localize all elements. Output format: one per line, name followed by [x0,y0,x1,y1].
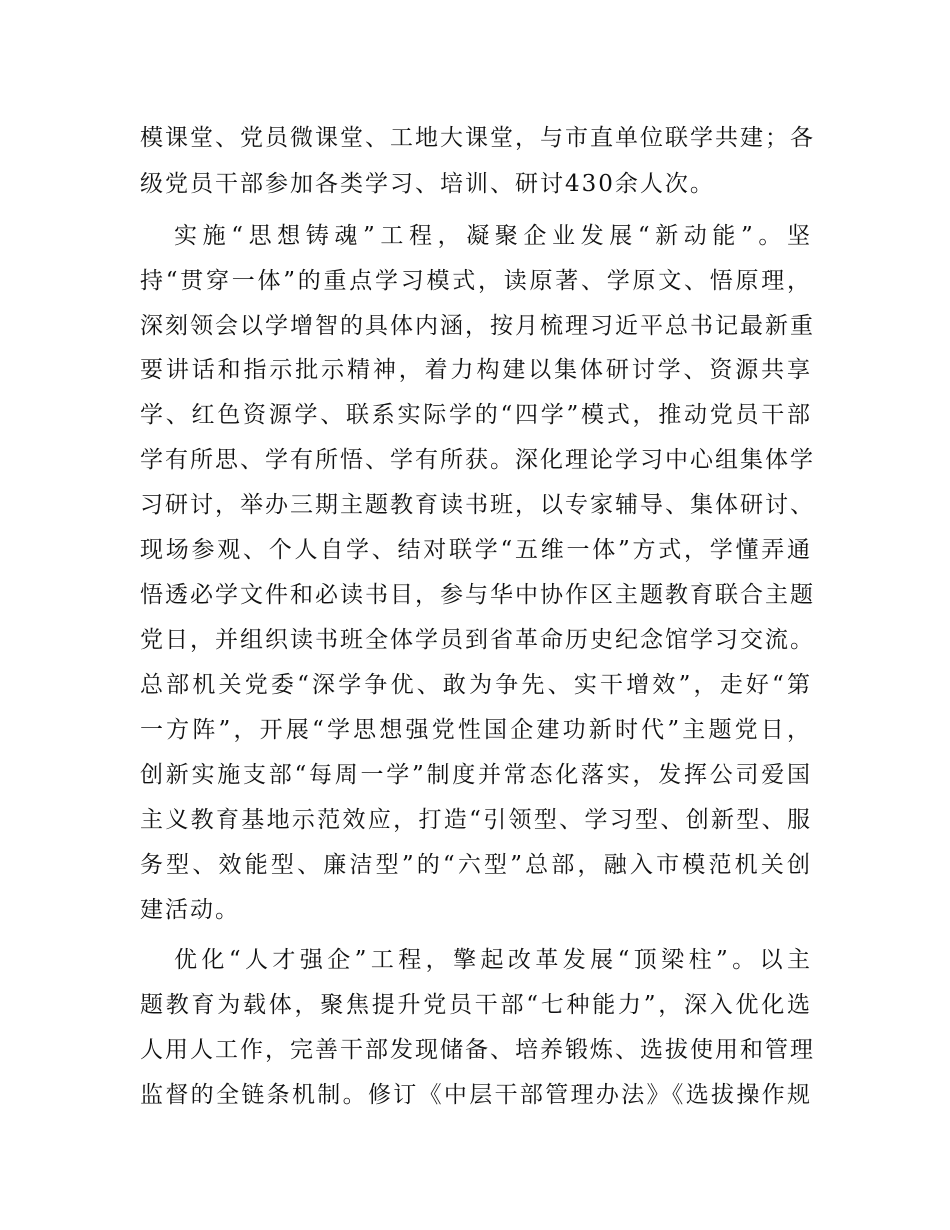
text-line: 要讲话和指示批示精神，着力构建以集体研讨学、资源共享 [140,357,812,383]
text-line: 党日，并组织读书班全体学员到省革命历史纪念馆学习交流。 [140,627,815,653]
text-line: 悟透必学文件和必读书目，参与华中协作区主题教育联合主题 [140,582,815,608]
text-line: 级党员干部参加各类学习、培训、研讨430余人次。 [140,171,715,197]
text-line: 主义教育基地示范效应，打造“引领型、学习型、创新型、服 [140,807,812,833]
paragraph-start-line: 实施“思想铸魂”工程，凝聚企业发展“新动能”。坚 [174,223,812,249]
text-line: 一方阵”，开展“学思想强党性国企建功新时代”主题党日， [140,717,812,743]
text-line: 人用人工作，完善干部发现储备、培养锻炼、选拔使用和管理 [140,1037,815,1063]
text-line: 建活动。 [140,897,240,923]
text-line: 创新实施支部“每周一学”制度并常态化落实，发挥公司爱国 [140,762,812,788]
text-line: 题教育为载体，聚焦提升党员干部“七种能力”，深入优化选 [140,992,812,1018]
text-line: 总部机关党委“深学争优、敢为争先、实干增效”，走好“第 [140,672,812,698]
text-line: 习研讨，举办三期主题教育读书班，以专家辅导、集体研讨、 [140,492,815,518]
text-line: 深刻领会以学增智的具体内涵，按月梳理习近平总书记最新重 [140,313,815,339]
text-line: 模课堂、党员微课堂、工地大课堂，与市直单位联学共建；各 [140,125,815,151]
text-line: 学有所思、学有所悟、学有所获。深化理论学习中心组集体学 [140,447,815,473]
text-line: 学、红色资源学、联系实际学的“四学”模式，推动党员干部 [140,402,812,428]
text-line: 务型、效能型、廉洁型”的“六型”总部，融入市模范机关创 [140,852,812,878]
text-line: 持“贯穿一体”的重点学习模式，读原著、学原文、悟原理， [140,268,812,294]
text-line: 现场参观、个人自学、结对联学“五维一体”方式，学懂弄通 [140,537,812,563]
text-line: 监督的全链条机制。修订《中层干部管理办法》《选拔操作规 [140,1082,812,1108]
paragraph-start-line: 优化“人才强企”工程，擎起改革发展“顶梁柱”。以主 [174,947,812,973]
